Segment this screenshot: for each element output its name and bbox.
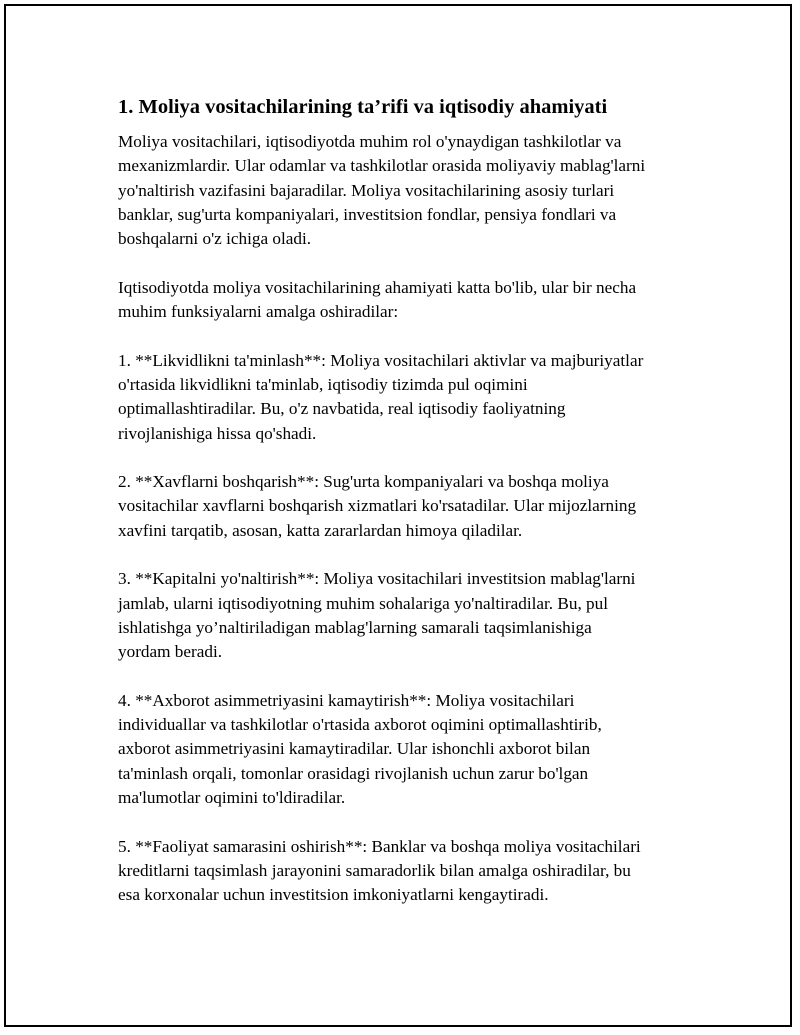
text-line: ta'minlash orqali, tomonlar orasidagi rivojlanish uchun zarur bo'lgan [118,763,589,783]
text-line: o'rtasida likvidlikni ta'minlab, iqtisodiy tizimda pul oqimini [118,374,528,394]
text-line: boshqalarni o'z ichiga oladi. [118,229,312,249]
text-line: mexanizmlardir. Ular odamlar va tashkilotlar orasida moliyaviy mablag'larni [118,156,646,176]
section-heading: 1. Moliya vositachilarining ta’rifi va iqtisodiy ahamiyati [118,96,608,118]
function-item-5 [118,835,693,908]
text-line: rivojlanishiga hissa qo'shadi. [118,423,317,443]
text-line: kreditlarni taqsimlash jarayonini samaradorlik bilan amalga oshiradilar, bu [118,860,631,880]
function-item-3 [118,567,693,664]
text-line: individuallar va tashkilotlar o'rtasida axborot oqimini optimallashtirib, [118,715,602,735]
text-line: jamlab, ularni iqtisodiyotning muhim sohalariga yo'naltiradilar. Bu, pul [118,593,609,613]
text-line: yordam beradi. [118,642,223,662]
function-item-2 [118,470,693,543]
text-line: 4. **Axborot asimmetriyasini kamaytirish**: Moliya vositachilari [118,690,575,710]
text-line: xavfini tarqatib, asosan, katta zararlardan himoya qiladilar. [118,520,523,540]
text-line: vositachilar xavflarni boshqarish xizmatlari ko'rsatadilar. Ular mijozlarning [118,496,637,516]
text-line: 2. **Xavflarni boshqarish**: Sug'urta kompaniyalari va boshqa moliya [118,472,609,492]
text-line: ma'lumotlar oqimini to'ldiradilar. [118,788,346,808]
text-line: Iqtisodiyotda moliya vositachilarining ahamiyati katta bo'lib, ular bir necha [118,277,637,297]
text-line: muhim funksiyalarni amalga oshiradilar: [118,302,399,322]
text-line: 3. **Kapitalni yo'naltirish**: Moliya vositachilari investitsion mablag'larni [118,569,636,589]
text-line: banklar, sug'urta kompaniyalari, investitsion fondlar, pensiya fondlari va [118,204,617,224]
text-line: yo'naltirish vazifasini bajaradilar. Moliya vositachilarining asosiy turlari [118,180,615,200]
function-item-1 [118,349,693,446]
function-item-4 [118,689,693,810]
document-content [118,94,693,932]
text-line: esa korxonalar uchun investitsion imkoniyatlarni kengaytiradi. [118,885,549,905]
intro-paragraph [118,130,693,251]
text-line: optimallashtiradilar. Bu, o'z navbatida, real iqtisodiy faoliyatning [118,399,566,419]
text-line: Moliya vositachilari, iqtisodiyotda muhim rol o'ynaydigan tashkilotlar va [118,132,622,151]
importance-paragraph [118,276,693,325]
text-line: 1. **Likvidlikni ta'minlash**: Moliya vositachilari aktivlar va majburiyatlar [118,350,644,370]
text-line: axborot asimmetriyasini kamaytiradilar. Ular ishonchli axborot bilan [118,739,591,759]
text-line: 5. **Faoliyat samarasini oshirish**: Banklar va boshqa moliya vositachilari [118,836,641,856]
text-line: ishlatishga yo’naltiriladigan mablag'larning samarali taqsimlanishiga [118,617,592,637]
